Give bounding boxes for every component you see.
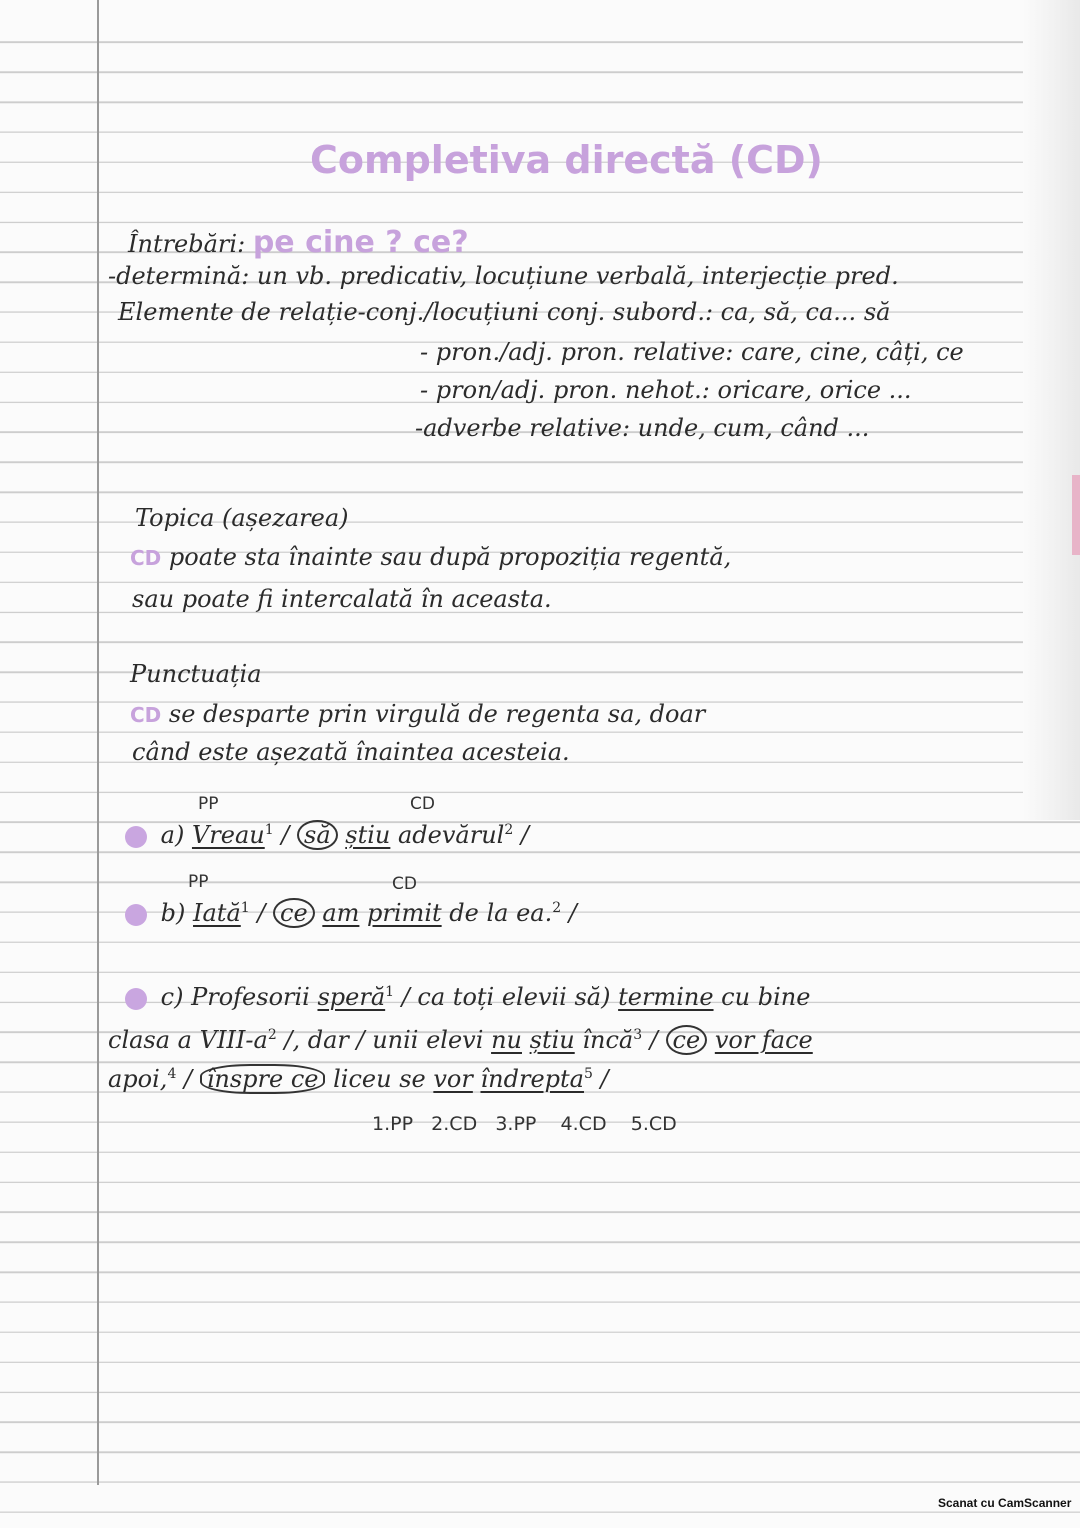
topica-line1	[130, 543, 731, 571]
questions-label: Întrebări:	[128, 230, 246, 258]
example-a-w3: adevărul	[398, 821, 505, 849]
punctuatia-abbr: CD	[130, 703, 162, 727]
example-a-w2: știu	[345, 821, 391, 849]
example-c-w8: , dar	[292, 1026, 349, 1054]
example-c-line3: apoi,$^4$ / înspre ce liceu se vor îndrepta$^5$ /	[108, 1065, 609, 1093]
example-b-cd-label: CD	[392, 874, 417, 894]
example-c-bullet-dot	[125, 988, 147, 1010]
example-b-pp-label: PP	[188, 872, 209, 892]
example-c-n4: 4	[167, 1066, 177, 1082]
example-c-w17: îndrepta	[480, 1065, 584, 1093]
elemente-line: Elemente de relație-conj./locuțiuni conj. subord.: ca, să, ca... să	[118, 298, 891, 326]
example-c-w5: termine	[618, 983, 714, 1011]
example-a-bullet-dot	[125, 826, 147, 848]
example-a-circled: să	[297, 820, 338, 850]
example-c-w10: nu	[491, 1026, 522, 1054]
example-b-bullet: b)	[160, 899, 186, 927]
example-a-cd-label: CD	[410, 794, 435, 814]
example-c-w11: știu	[529, 1026, 575, 1054]
example-b-circled: ce	[273, 898, 315, 928]
example-c-w7: clasa a VIII-a	[108, 1026, 268, 1054]
example-c-w9: unii elevi	[372, 1026, 484, 1054]
key-3: 3.PP	[495, 1113, 537, 1135]
example-c-w1: Profesorii	[191, 983, 310, 1011]
example-c-w14: apoi,	[108, 1065, 168, 1093]
example-b-n1: 1	[240, 900, 250, 916]
example-b-w1: Iată	[193, 899, 241, 927]
example-c-n1: 1	[385, 984, 395, 1000]
example-c-key	[372, 1113, 677, 1135]
example-b-w4: de la ea.	[449, 899, 553, 927]
questions-line	[128, 225, 469, 260]
determina-line: -determină: un vb. predicativ, locuțiune verbală, interjecție pred.	[108, 262, 899, 290]
example-c-bullet: c)	[160, 983, 184, 1011]
example-b-n2: 2	[552, 900, 562, 916]
margin-line	[97, 0, 99, 1485]
example-a-n2: 2	[504, 822, 514, 838]
example-c-n3: 3	[633, 1027, 643, 1043]
example-b-bullet-dot	[125, 904, 147, 926]
topica-abbr: CD	[130, 546, 162, 570]
pron-rel-line: - pron./adj. pron. relative: care, cine, câți, ce	[420, 338, 964, 366]
example-c-w4: să	[574, 983, 602, 1011]
example-c-w2: speră	[317, 983, 386, 1011]
pink-tab	[1072, 475, 1080, 555]
example-a-line: a) Vreau$^1$ / să știu adevărul$^2$ /	[125, 820, 529, 850]
example-b-line: b) Iată$^1$ / ce am primit de la ea.$^2$ /	[125, 898, 577, 928]
example-a-pp-label: PP	[198, 794, 219, 814]
pron-neh-line: - pron/adj. pron. nehot.: oricare, orice ...	[420, 376, 912, 404]
topica-line2: sau poate fi intercalată în aceasta.	[132, 585, 552, 613]
example-c-line1: c) Profesorii speră$^1$ / ca toți elevii să) termine cu bine	[125, 983, 810, 1011]
example-a-w1: Vreau	[191, 821, 265, 849]
punctuatia-heading: Punctuația	[130, 660, 262, 688]
example-c-circled-phrase: înspre ce	[200, 1064, 326, 1094]
punctuatia-line2: când este așezată înaintea acesteia.	[132, 738, 570, 766]
topica-heading: Topica (așezarea)	[135, 504, 349, 532]
example-b-w3: primit	[367, 899, 442, 927]
example-c-circled: ce	[666, 1025, 708, 1055]
example-c-line2: clasa a VIII-$a^2$ /, dar / unii elevi nu știu încă$^3$ / ce vor face	[108, 1026, 813, 1054]
example-c-n5: 5	[583, 1066, 593, 1082]
punctuatia-text1: se desparte prin virgulă de regenta sa, doar	[168, 700, 706, 728]
page-title: Completiva directă (CD)	[310, 138, 823, 182]
example-b-w2: am	[322, 899, 360, 927]
key-4: 4.CD	[560, 1113, 607, 1135]
example-c-n2: 2	[267, 1027, 277, 1043]
example-c-w13: vor face	[714, 1026, 813, 1054]
page-edge-shadow	[1023, 0, 1080, 820]
punctuatia-line1	[130, 700, 705, 728]
questions-value: pe cine ? ce?	[252, 225, 469, 260]
example-a-n1: 1	[264, 822, 274, 838]
example-c-w6: cu bine	[721, 983, 811, 1011]
adverbe-line: -adverbe relative: unde, cum, când ...	[415, 414, 870, 442]
key-2: 2.CD	[431, 1113, 478, 1135]
example-c-w15: liceu se	[333, 1065, 426, 1093]
example-c-w16: vor	[433, 1065, 473, 1093]
key-5: 5.CD	[630, 1113, 677, 1135]
scanner-watermark: Scanat cu CamScanner	[938, 1496, 1072, 1510]
topica-text1: poate sta înainte sau după propoziția regentă,	[168, 543, 732, 571]
key-1: 1.PP	[372, 1113, 414, 1135]
example-a-bullet: a)	[160, 821, 185, 849]
example-c-w3: ca toți elevii	[417, 983, 567, 1011]
example-c-w12: încă	[582, 1026, 634, 1054]
